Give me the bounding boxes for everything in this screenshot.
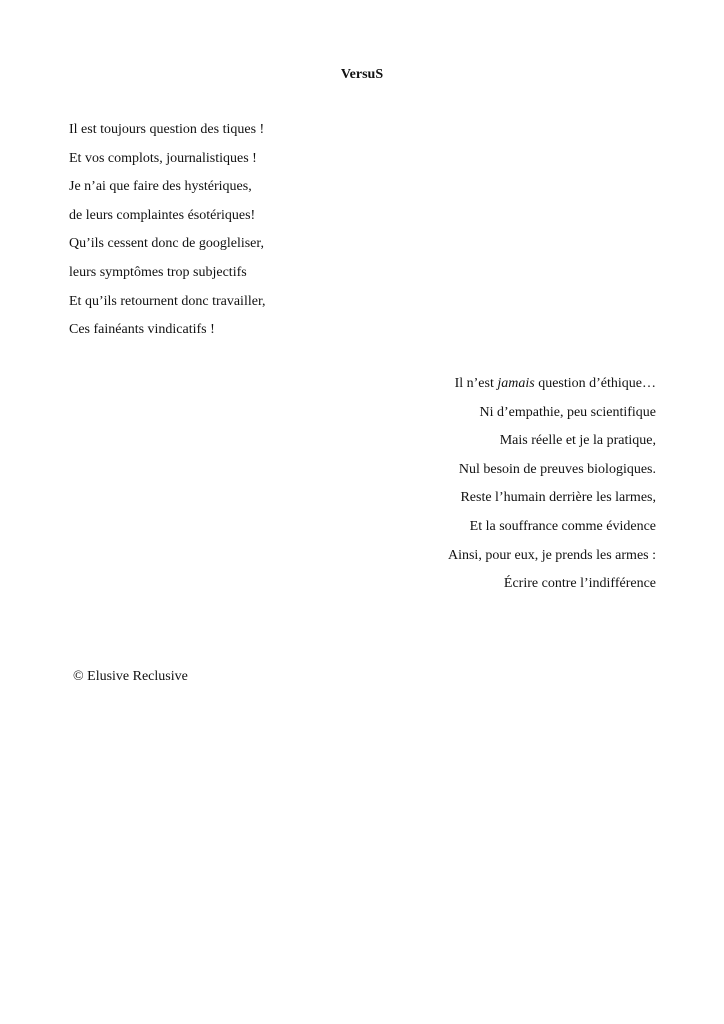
verse-line: Qu’ils cessent donc de googleliser, <box>69 236 265 252</box>
stanza-two <box>448 375 656 604</box>
emphasized-word: jamais <box>497 376 535 391</box>
verse-line: Reste l’humain derrière les larmes, <box>460 490 656 506</box>
verse-line-first <box>448 375 656 404</box>
verse-text: Il n’est <box>454 376 498 391</box>
verse-line: Et la souffrance comme évidence <box>469 518 656 534</box>
verse-line: Et vos complots, journalistiques ! <box>69 150 257 166</box>
verse-text: question d’éthique… <box>534 376 656 391</box>
verse-line: Écrire contre l’indifférence <box>503 576 656 592</box>
poem-title: VersuS <box>340 67 384 82</box>
verse-line: Mais réelle et je la pratique, <box>499 433 656 449</box>
stanza-one <box>69 121 266 350</box>
verse-line: Je n’ai que faire des hystériques, <box>69 179 252 195</box>
verse-line: Ainsi, pour eux, je prends les armes : <box>447 547 656 563</box>
verse-line: Nul besoin de preuves biologiques. <box>458 461 656 477</box>
verse-line: Il est toujours question des tiques ! <box>69 122 265 137</box>
verse-line: Et qu’ils retournent donc travailler, <box>69 293 266 309</box>
copyright-notice: © Elusive Reclusive <box>73 669 188 684</box>
verse-line: Ni d’empathie, peu scientifique <box>479 404 656 420</box>
verse-line: Ces fainéants vindicatifs ! <box>69 322 215 338</box>
verse-line: leurs symptômes trop subjectifs <box>69 264 247 280</box>
verse-line: de leurs complaintes ésotériques! <box>69 207 256 223</box>
